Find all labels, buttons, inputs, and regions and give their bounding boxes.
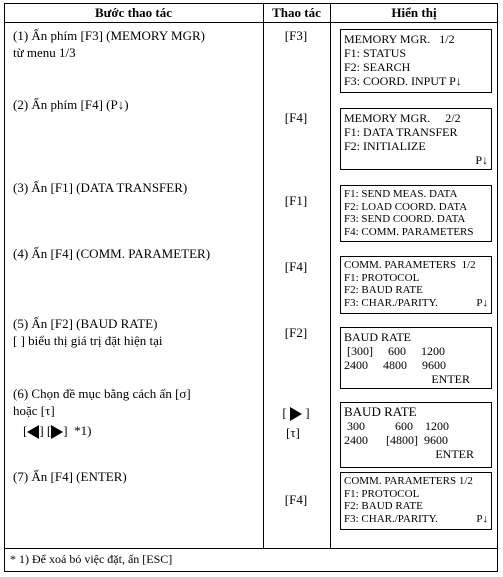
- display-line: [344, 297, 488, 310]
- display-line: [344, 513, 488, 526]
- header-steps: Bước thao tác: [94, 5, 173, 20]
- step-5: [13, 315, 162, 349]
- display-line: F1: PROTOCOL: [344, 271, 420, 284]
- step-text: (5) Ấn [F2] (BAUD RATE): [13, 316, 158, 331]
- display-line: MEMORY MGR. 1/2: [344, 32, 455, 46]
- key-6: [268, 404, 324, 441]
- display-line: COMM. PARAMETERS 1/2: [344, 259, 476, 271]
- footnote: * 1) Để xoá bỏ việc đặt, ấn [ESC]: [10, 552, 173, 566]
- display-line: COMM. PARAMETERS 1/2: [344, 475, 473, 487]
- display-7: [340, 472, 492, 530]
- col-separator: [330, 3, 331, 548]
- display-line: BAUD RATE: [344, 405, 417, 419]
- step-text: hoặc [τ]: [13, 403, 55, 418]
- key-4: [F4]: [284, 259, 308, 274]
- header-separator: [4, 22, 498, 23]
- display-line: 2400 [4800] 9600: [344, 433, 448, 447]
- right-triangle-icon: [51, 425, 63, 439]
- step-text: [ ] biểu thị giá trị đặt hiện tại: [13, 333, 163, 348]
- left-triangle-icon: [27, 425, 39, 439]
- step-text: (6) Chọn đề mục bằng cách ấn [σ]: [13, 386, 191, 401]
- display-text: P↓: [476, 512, 488, 525]
- step-4: [13, 245, 210, 262]
- display-line: P↓: [475, 153, 488, 167]
- display-line: [300] 600 1200: [344, 344, 445, 358]
- display-line: MEMORY MGR. 2/2: [344, 111, 461, 125]
- display-4: [340, 256, 492, 314]
- step-text: (7) Ấn [F4] (ENTER): [13, 469, 127, 484]
- display-line: F1: DATA TRANSFER: [344, 125, 458, 139]
- display-text: F3: CHAR./PARITY.: [344, 296, 438, 309]
- key-3: [F1]: [284, 193, 308, 208]
- key-5: [F2]: [284, 325, 308, 340]
- display-3: [340, 185, 492, 242]
- right-arrow-key: [268, 404, 324, 421]
- arrow-keys: [ ] [ ] *1): [23, 423, 92, 438]
- display-line: ENTER: [431, 372, 470, 386]
- display-line: F4: COMM. PARAMETERS: [344, 225, 474, 238]
- step-1: [13, 27, 205, 61]
- display-line: 300 600 1200: [344, 419, 449, 433]
- display-line: F2: INITIALIZE: [344, 139, 426, 153]
- display-line: F2: BAUD RATE: [344, 284, 423, 296]
- display-text: P↓: [476, 296, 488, 309]
- display-line: F3: COORD. INPUT P↓: [344, 74, 462, 88]
- step-text: từ menu 1/3: [13, 45, 76, 60]
- display-line: F1: SEND MEAS. DATA: [344, 188, 458, 200]
- display-1: [340, 29, 492, 93]
- step-2: [13, 96, 129, 113]
- key-1: [F3]: [284, 28, 308, 43]
- display-6: [340, 402, 492, 468]
- display-line: F2: LOAD COORD. DATA: [344, 200, 468, 213]
- display-line: F2: SEARCH: [344, 60, 411, 74]
- header-display: Hiển thị: [391, 5, 437, 20]
- display-line: BAUD RATE: [344, 330, 412, 344]
- down-key: [τ]: [286, 425, 300, 441]
- step-text: (2) Ấn phím [F4] (P↓): [13, 97, 129, 112]
- step-6: [13, 385, 191, 439]
- display-line: F1: PROTOCOL: [344, 487, 420, 500]
- step-7: [13, 468, 127, 485]
- right-triangle-icon: [290, 407, 302, 421]
- key-7: [F4]: [284, 492, 308, 507]
- display-line: F3: SEND COORD. DATA: [344, 213, 466, 225]
- display-line: ENTER: [435, 447, 474, 461]
- key-2: [F4]: [284, 110, 308, 125]
- header-key: Thao tác: [272, 5, 321, 20]
- display-line: 2400 4800 9600: [344, 358, 446, 372]
- display-text: F3: CHAR./PARITY.: [344, 512, 438, 525]
- display-line: F2: BAUD RATE: [344, 500, 423, 512]
- step-text: (4) Ấn [F4] (COMM. PARAMETER): [13, 246, 211, 261]
- display-2: [340, 108, 492, 170]
- step-text: (1) Ấn phím [F3] (MEMORY MGR): [13, 28, 205, 43]
- step-3: [13, 179, 187, 196]
- bracket: [: [282, 405, 287, 420]
- display-line: F1: STATUS: [344, 46, 407, 60]
- footnote-separator: [4, 548, 498, 549]
- col-separator: [263, 3, 264, 548]
- footnote-ref: *1): [74, 423, 92, 438]
- display-5: [340, 327, 492, 389]
- bracket: ]: [305, 405, 310, 420]
- step-text: (3) Ấn [F1] (DATA TRANSFER): [13, 180, 188, 195]
